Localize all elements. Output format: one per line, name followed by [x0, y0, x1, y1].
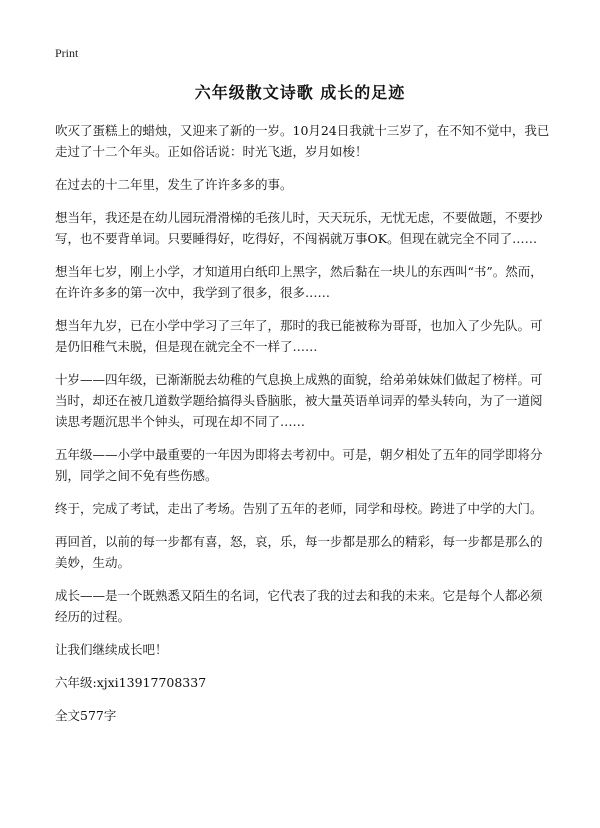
paragraph-grade-five: 五年级——小学中最重要的一年因为即将去考初中。可是，朝夕相处了五年的同学即将分别，同学之间不免有些伤感。 — [55, 447, 543, 483]
article-body — [55, 120, 553, 738]
article-title: 六年级散文诗歌 成长的足迹 — [194, 83, 406, 102]
paragraph-looking-back: 再回首，以前的每一步都有喜，怒，哀，乐，每一步都是那么的精彩，每一步都是那么的美妙，生动。 — [55, 534, 543, 570]
paragraph-kindergarten: 想当年，我还是在幼儿园玩滑滑梯的毛孩儿时，天天玩乐，无忧无虑，不要做题，不要抄写，也不要背单词。只要睡得好，吃得好，不闯祸就万事OK。但现在就完全不同了…… — [55, 210, 543, 246]
paragraph-keep-growing: 让我们继续成长吧！ — [55, 642, 168, 657]
paragraph-intro: 吹灭了蛋糕上的蜡烛，又迎来了新的一岁。10月24日我就十三岁了，在不知不觉中，我已走过了十二个年头。正如俗话说：时光飞逝，岁月如梭！ — [55, 123, 550, 159]
paragraph-age-seven: 想当年七岁，刚上小学，才知道用白纸印上黑字，然后黏在一块儿的东西叫“书”。然而，在许许多多的第一次中，我学到了很多，很多…… — [55, 264, 543, 300]
paragraph-growth: 成长——是一个既熟悉又陌生的名词，它代表了我的过去和我的未来。它是每个人都必须经历的过程。 — [55, 588, 543, 624]
paragraph-author: 六年级:xjxi13917708337 — [55, 675, 207, 690]
paragraph-age-ten: 十岁——四年级，已渐渐脱去幼稚的气息换上成熟的面貌，给弟弟妹妹们做起了榜样。可当时，却还在被几道数学题给搞得头昏脑胀，被大量英语单词弄的晕头转向，为了一道阅读思考题沉思半个钟头，可现在却不同了…… — [55, 372, 543, 429]
print-link[interactable]: Print — [55, 46, 79, 60]
paragraph-age-nine: 想当年九岁，已在小学中学习了三年了，那时的我已能被称为哥哥，也加入了少先队。可是仍旧稚气未脱，但是现在就完全不一样了…… — [55, 318, 543, 354]
paragraph-word-count: 全文577字 — [55, 708, 117, 723]
paragraph-finally: 终于，完成了考试，走出了考场。告别了五年的老师，同学和母校。跨进了中学的大门。 — [55, 501, 543, 516]
paragraph-past-years: 在过去的十二年里，发生了许许多多的事。 — [55, 177, 293, 192]
